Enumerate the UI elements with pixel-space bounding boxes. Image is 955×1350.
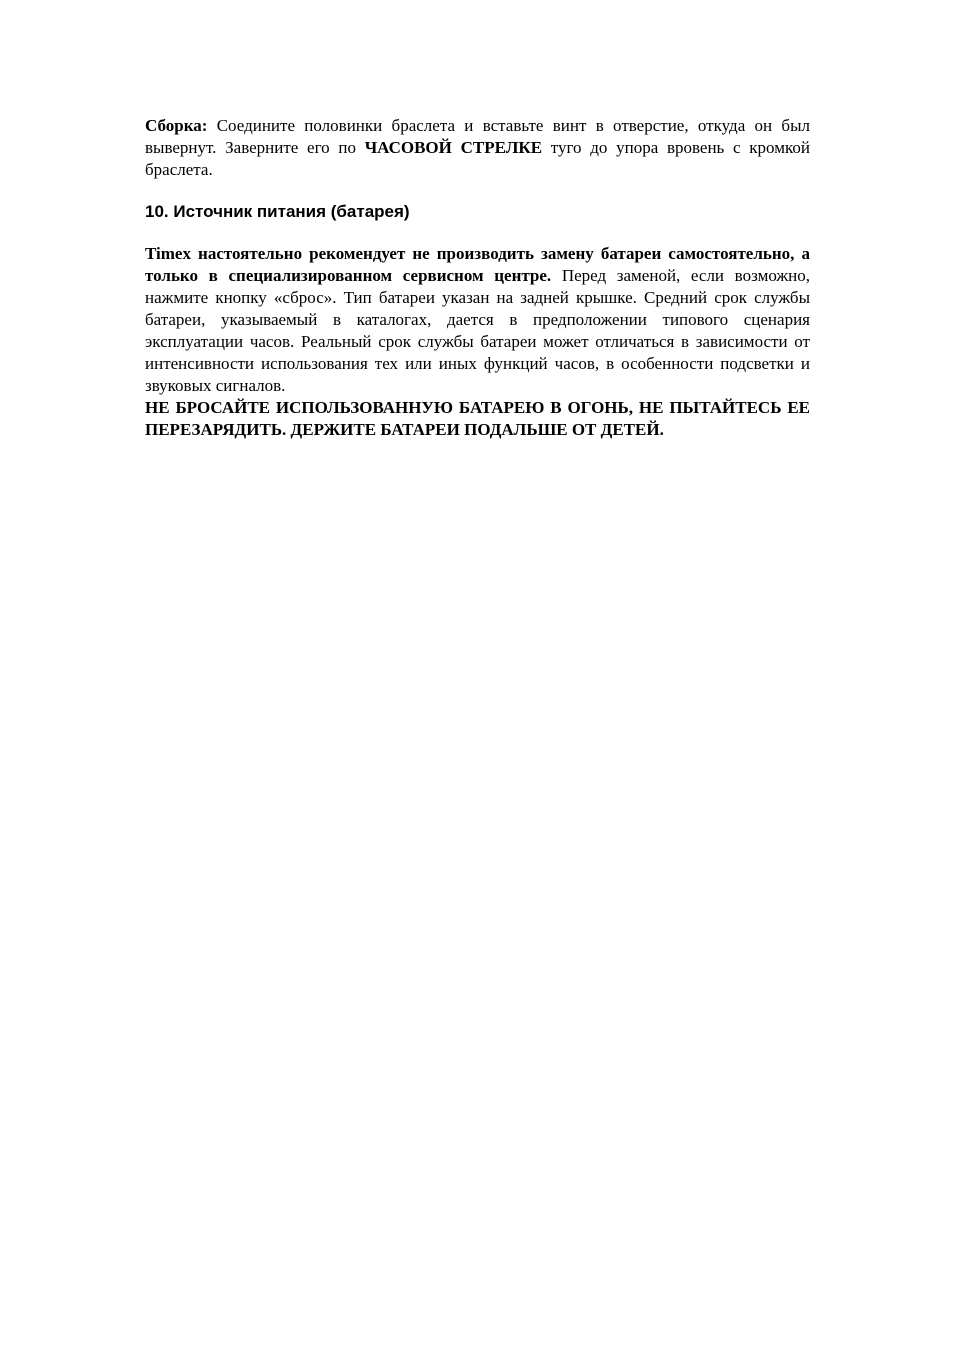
- assembly-paragraph: [145, 115, 810, 181]
- battery-bold-text: Timex настоятельно рекомендует не производить замену батареи самостоятельно, а только в специализированном сервисном центре.: [145, 244, 810, 285]
- battery-paragraph: [145, 243, 810, 397]
- section-heading: 10. Источник питания (батарея): [145, 202, 410, 221]
- assembly-label: Сборка:: [145, 116, 208, 135]
- battery-warning: НЕ БРОСАЙТЕ ИСПОЛЬЗОВАННУЮ БАТАРЕЮ В ОГОНЬ, НЕ ПЫТАЙТЕСЬ ЕЕ ПЕРЕЗАРЯДИТЬ. ДЕРЖИТЕ БАТАРЕИ ПОДАЛЬШЕ ОТ ДЕТЕЙ.: [145, 398, 810, 439]
- battery-text: Перед заменой, если возможно, нажмите кнопку «сброс». Тип батареи указан на задней крышке. Средний срок службы батареи, указываемый в каталогах, дается в предположении типового сценария эксплуатации часов. Реальный срок службы батареи может отличаться в зависимости от интенсивности использования тех или иных функций часов, в особенности подсветки и звуковых сигналов.: [145, 266, 810, 395]
- document-page: [145, 115, 810, 441]
- assembly-text-1: Соедините половинки браслета и вставьте винт в отверстие, откуда он был вывернут. Заверните его по: [145, 116, 810, 157]
- assembly-text-2: туго до упора вровень с кромкой браслета.: [145, 138, 810, 179]
- assembly-emphasis: ЧАСОВОЙ СТРЕЛКЕ: [364, 138, 543, 157]
